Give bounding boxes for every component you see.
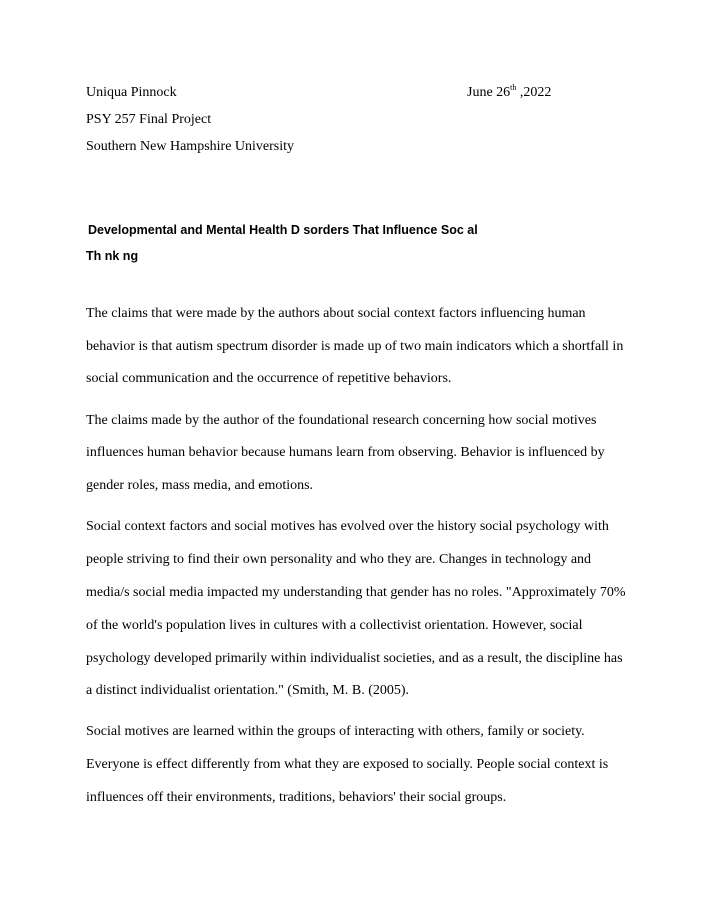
author-name: Uniqua Pinnock	[86, 85, 177, 100]
school-name: Southern New Hampshire University	[86, 139, 295, 154]
paragraph-line: behavior is that autism spectrum disorder is made up of two main indicators which a shortfall in	[86, 339, 624, 354]
paragraph-line: gender roles, mass media, and emotions.	[86, 478, 314, 493]
paragraph-line: influences human behavior because humans learn from observing. Behavior is influenced by	[86, 445, 605, 460]
document-title-line-1: Developmental and Mental Health D sorders That Inﬂuence Soc al	[88, 223, 478, 237]
submission-date	[467, 85, 551, 101]
paragraph-line: a distinct individualist orientation." (Smith, M. B. (2005).	[86, 683, 410, 698]
document-title-line-2: Th nk ng	[86, 249, 139, 263]
paragraph-line: influences off their environments, traditions, behaviors' their social groups.	[86, 790, 507, 805]
date-year: ,2022	[516, 85, 552, 100]
paragraph-line: of the world's population lives in cultures with a collectivist orientation. However, social	[86, 618, 583, 633]
paragraph-line: The claims that were made by the authors about social context factors influencing human	[86, 306, 586, 321]
paragraph-line: The claims made by the author of the foundational research concerning how social motives	[86, 413, 597, 428]
paragraph-line: Social motives are learned within the groups of interacting with others, family or society.	[86, 724, 585, 739]
paragraph-line: people striving to find their own personality and who they are. Changes in technology and	[86, 552, 592, 567]
paragraph-line: media/s social media impacted my understanding that gender has no roles. "Approximately 70%	[86, 585, 626, 600]
course-name: PSY 257 Final Project	[86, 112, 212, 127]
paragraph-line: Everyone is effect differently from what they are exposed to socially. People social context is	[86, 757, 609, 772]
date-day: June 26	[467, 85, 511, 100]
paragraph-line: psychology developed primarily within individualist societies, and as a result, the discipline has	[86, 651, 623, 666]
paragraph-line: social communication and the occurrence of repetitive behaviors.	[86, 371, 452, 386]
paragraph-line: Social context factors and social motives has evolved over the history social psychology with	[86, 519, 609, 534]
date-suffix: th	[510, 83, 517, 92]
